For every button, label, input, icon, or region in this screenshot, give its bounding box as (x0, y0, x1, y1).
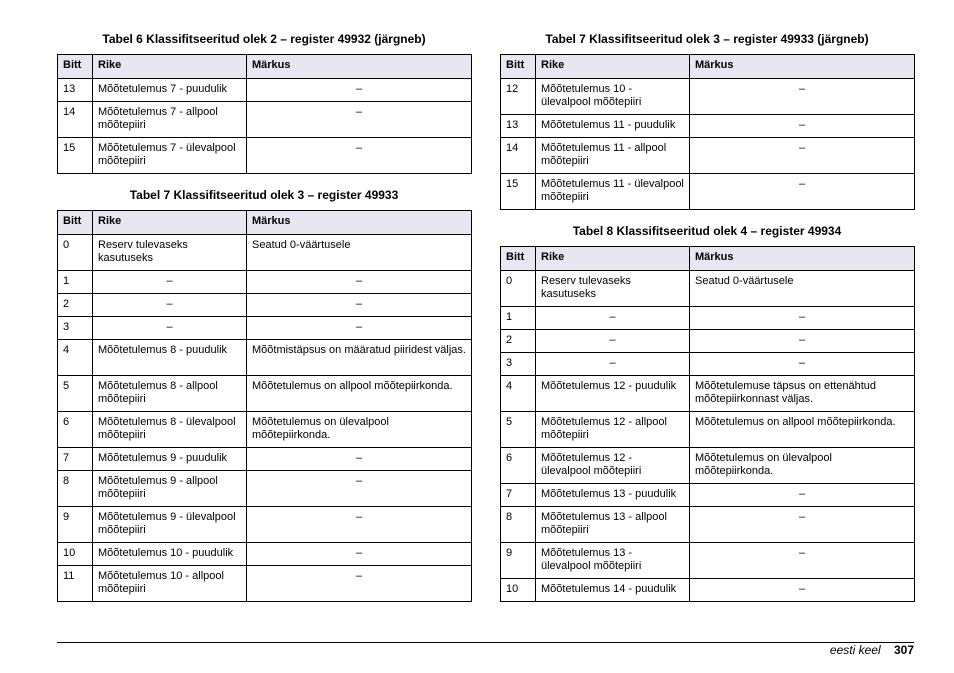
cell-rike: Mõõtetulemus 11 - allpool mõõtepiiri (536, 138, 690, 174)
cell-bitt: 10 (58, 543, 93, 566)
cell-bitt: 2 (58, 294, 93, 317)
table7-continued (500, 54, 915, 210)
table-row (58, 235, 472, 271)
cell-rike: – (536, 330, 690, 353)
cell-markus: – (690, 579, 915, 602)
header-bitt: Bitt (58, 55, 93, 79)
cell-bitt: 6 (58, 412, 93, 448)
cell-markus: Mõõtetulemus on ülevalpool mõõtepiirkonda. (247, 412, 472, 448)
cell-rike: Mõõtetulemus 9 - puudulik (93, 448, 247, 471)
cell-bitt: 3 (501, 353, 536, 376)
header-rike: Rike (93, 55, 247, 79)
cell-markus: Mõõtetulemus on allpool mõõtepiirkonda. (690, 412, 915, 448)
table6-caption: Tabel 6 Klassifitseeritud olek 2 – register 49932 (järgneb) (102, 32, 426, 46)
table-row (58, 317, 472, 340)
cell-markus: – (690, 507, 915, 543)
cell-rike: Mõõtetulemus 10 - ülevalpool mõõtepiiri (536, 79, 690, 115)
table-row (501, 412, 915, 448)
header-markus: Märkus (690, 247, 915, 271)
table7-caption: Tabel 7 Klassifitseeritud olek 3 – register 49933 (129, 188, 399, 202)
left-column (57, 32, 471, 602)
cell-rike: Mõõtetulemus 7 - allpool mõõtepiiri (93, 102, 247, 138)
cell-markus: – (690, 115, 915, 138)
cell-rike: Mõõtetulemus 8 - allpool mõõtepiiri (93, 376, 247, 412)
cell-markus: Mõõtetulemus on ülevalpool mõõtepiirkonda. (690, 448, 915, 484)
header-bitt: Bitt (58, 211, 93, 235)
cell-rike: – (536, 353, 690, 376)
cell-rike: – (536, 307, 690, 330)
table-row (58, 79, 472, 102)
right-column (500, 32, 914, 602)
cell-markus: – (247, 102, 472, 138)
header-bitt: Bitt (501, 247, 536, 271)
cell-bitt: 0 (58, 235, 93, 271)
cell-markus: – (690, 138, 915, 174)
cell-rike: Mõõtetulemus 10 - puudulik (93, 543, 247, 566)
cell-bitt: 5 (501, 412, 536, 448)
cell-rike: Mõõtetulemus 9 - ülevalpool mõõtepiiri (93, 507, 247, 543)
cell-bitt: 12 (501, 79, 536, 115)
table-row (58, 566, 472, 602)
cell-bitt: 13 (58, 79, 93, 102)
cell-markus: Mõõtetulemuse täpsus on ettenähtud mõõtepiirkonnast väljas. (690, 376, 915, 412)
cell-bitt: 4 (501, 376, 536, 412)
page-footer (830, 642, 914, 658)
cell-markus: – (247, 317, 472, 340)
cell-markus: – (247, 471, 472, 507)
cell-rike: Mõõtetulemus 12 - puudulik (536, 376, 690, 412)
table-row (58, 507, 472, 543)
table-row (501, 353, 915, 376)
table-header-row (501, 55, 915, 79)
cell-rike: Reserv tulevaseks kasutuseks (536, 271, 690, 307)
cell-markus: – (247, 138, 472, 174)
cell-bitt: 13 (501, 115, 536, 138)
header-markus: Märkus (247, 55, 472, 79)
footer-divider (57, 642, 914, 643)
cell-rike: – (93, 271, 247, 294)
table-row (501, 174, 915, 210)
cell-markus: – (690, 330, 915, 353)
table-row (58, 138, 472, 174)
cell-bitt: 9 (58, 507, 93, 543)
table-row (501, 138, 915, 174)
table-row (501, 271, 915, 307)
cell-markus: – (690, 543, 915, 579)
cell-rike: Mõõtetulemus 9 - allpool mõõtepiiri (93, 471, 247, 507)
cell-bitt: 5 (58, 376, 93, 412)
table-row (501, 543, 915, 579)
header-markus: Märkus (690, 55, 915, 79)
cell-rike: Mõõtetulemus 7 - puudulik (93, 79, 247, 102)
table6 (57, 54, 472, 174)
header-rike: Rike (536, 247, 690, 271)
cell-bitt: 1 (58, 271, 93, 294)
cell-bitt: 3 (58, 317, 93, 340)
cell-markus: – (247, 566, 472, 602)
table-row (58, 448, 472, 471)
cell-rike: Mõõtetulemus 12 - ülevalpool mõõtepiiri (536, 448, 690, 484)
page-number: 307 (893, 643, 914, 657)
cell-markus: – (690, 307, 915, 330)
cell-rike: – (93, 317, 247, 340)
header-markus: Märkus (247, 211, 472, 235)
table-row (58, 294, 472, 317)
table-row (58, 271, 472, 294)
cell-markus: Seatud 0-väärtusele (690, 271, 915, 307)
table-row (58, 340, 472, 376)
cell-rike: – (93, 294, 247, 317)
cell-bitt: 0 (501, 271, 536, 307)
cell-rike: Mõõtetulemus 10 - allpool mõõtepiiri (93, 566, 247, 602)
cell-rike: Mõõtetulemus 8 - ülevalpool mõõtepiiri (93, 412, 247, 448)
footer-language: eesti keel (829, 643, 881, 657)
header-rike: Rike (93, 211, 247, 235)
cell-bitt: 10 (501, 579, 536, 602)
cell-markus: Mõõtmistäpsus on määratud piiridest väljas. (247, 340, 472, 376)
cell-markus: – (247, 79, 472, 102)
cell-bitt: 8 (501, 507, 536, 543)
cell-rike: Mõõtetulemus 13 - allpool mõõtepiiri (536, 507, 690, 543)
table-row (58, 543, 472, 566)
table-row (501, 330, 915, 353)
cell-bitt: 11 (58, 566, 93, 602)
cell-markus: – (690, 484, 915, 507)
cell-bitt: 7 (501, 484, 536, 507)
table7 (57, 210, 472, 602)
cell-markus: Mõõtetulemus on allpool mõõtepiirkonda. (247, 376, 472, 412)
table7-continued-caption: Tabel 7 Klassifitseeritud olek 3 – register 49933 (järgneb) (545, 32, 869, 46)
cell-bitt: 8 (58, 471, 93, 507)
cell-bitt: 14 (58, 102, 93, 138)
table-header-row (501, 247, 915, 271)
cell-bitt: 2 (501, 330, 536, 353)
table8-caption: Tabel 8 Klassifitseeritud olek 4 – register 49934 (572, 224, 842, 238)
cell-bitt: 6 (501, 448, 536, 484)
cell-markus: – (690, 79, 915, 115)
table-row (58, 102, 472, 138)
cell-markus: Seatud 0-väärtusele (247, 235, 472, 271)
cell-rike: Mõõtetulemus 11 - puudulik (536, 115, 690, 138)
table-row (501, 307, 915, 330)
cell-rike: Mõõtetulemus 7 - ülevalpool mõõtepiiri (93, 138, 247, 174)
table-row (501, 448, 915, 484)
cell-rike: Mõõtetulemus 13 - ülevalpool mõõtepiiri (536, 543, 690, 579)
table-row (58, 471, 472, 507)
cell-rike: Mõõtetulemus 12 - allpool mõõtepiiri (536, 412, 690, 448)
table-header-row (58, 211, 472, 235)
cell-markus: – (247, 294, 472, 317)
cell-bitt: 4 (58, 340, 93, 376)
table-row (501, 376, 915, 412)
table-row (58, 412, 472, 448)
table-row (501, 507, 915, 543)
table-row (501, 484, 915, 507)
table-row (501, 79, 915, 115)
table-header-row (58, 55, 472, 79)
table-row (501, 579, 915, 602)
header-bitt: Bitt (501, 55, 536, 79)
cell-rike: Mõõtetulemus 13 - puudulik (536, 484, 690, 507)
cell-markus: – (247, 271, 472, 294)
cell-bitt: 9 (501, 543, 536, 579)
table-row (58, 376, 472, 412)
cell-rike: Mõõtetulemus 14 - puudulik (536, 579, 690, 602)
cell-markus: – (247, 543, 472, 566)
cell-bitt: 7 (58, 448, 93, 471)
cell-bitt: 14 (501, 138, 536, 174)
header-rike: Rike (536, 55, 690, 79)
cell-markus: – (247, 507, 472, 543)
cell-markus: – (247, 448, 472, 471)
table8 (500, 246, 915, 602)
cell-markus: – (690, 174, 915, 210)
cell-bitt: 1 (501, 307, 536, 330)
table-row (501, 115, 915, 138)
cell-bitt: 15 (501, 174, 536, 210)
cell-rike: Mõõtetulemus 11 - ülevalpool mõõtepiiri (536, 174, 690, 210)
cell-markus: – (690, 353, 915, 376)
cell-rike: Reserv tulevaseks kasutuseks (93, 235, 247, 271)
cell-rike: Mõõtetulemus 8 - puudulik (93, 340, 247, 376)
cell-bitt: 15 (58, 138, 93, 174)
